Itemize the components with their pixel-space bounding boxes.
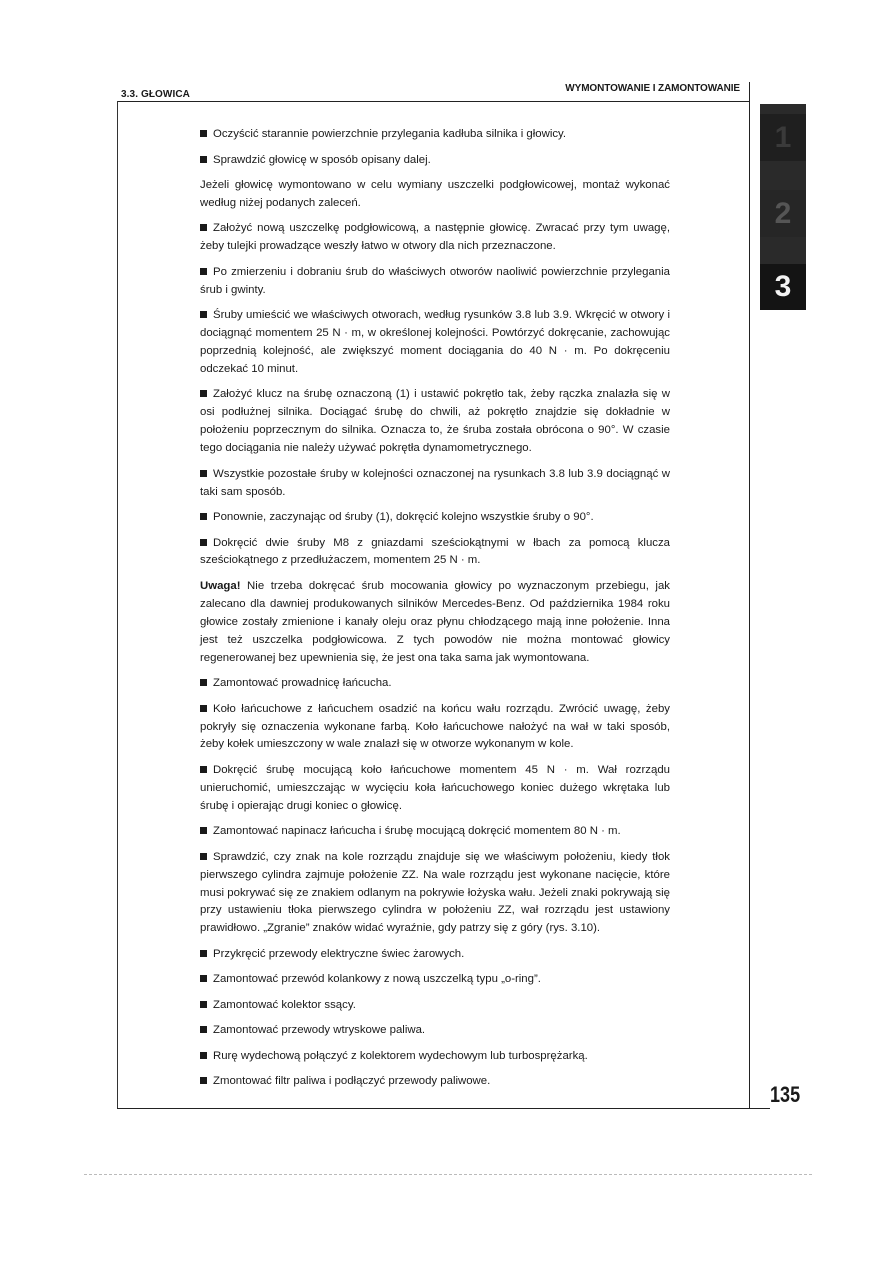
note-paragraph xyxy=(200,578,670,668)
section-header: 3.3. GŁOWICA xyxy=(121,89,190,100)
chapter-tab-1: 1 xyxy=(760,114,806,161)
instruction-paragraph: Sprawdzić głowicę w sposób opisany dalej. xyxy=(200,152,670,170)
instruction-paragraph: Założyć klucz na śrubę oznaczoną (1) i ustawić pokrętło tak, żeby rączka znalazła się w osi podłużnej silnika. Dociągać śrubę do chwili, aż pokrętło znajdzie się dokładnie w położeniu poprzecznym do silnika. Oznacza to, że śruba została obrócona o 90°. W czasie tego dociągania nie należy używać pokrętła dynamometrycznego. xyxy=(200,386,670,458)
instruction-paragraph: Zmontować filtr paliwa i podłączyć przewody paliwowe. xyxy=(200,1073,670,1091)
scan-edge-line xyxy=(84,1174,812,1175)
instruction-paragraph: Dokręcić śrubę mocującą koło łańcuchowe momentem 45 N · m. Wał rozrządu unieruchomić, umieszczając w wycięciu koła łańcuchowego koniec dużego wkrętaka lub śrubę i opierając drugi koniec o głowicę. xyxy=(200,762,670,816)
note-text: Nie trzeba dokręcać śrub mocowania głowicy po wyznaczonym przebiegu, jak zalecano dla dawniej produkowanych silników Mercedes-Benz. Od października 1984 roku głowice zostały zmienione i kanały oleju oraz płynu chłodzącego mają inne położenie. Inna jest też uszczelka podgłowicowa. Z tych powodów nie można montować głowicy regenerowanej bez upewnienia się, że jest ona taka sama jak wymontowana. xyxy=(200,579,670,664)
instruction-paragraph: Przykręcić przewody elektryczne świec żarowych. xyxy=(200,946,670,964)
instruction-paragraph: Zamontować napinacz łańcucha i śrubę mocującą dokręcić momentem 80 N · m. xyxy=(200,823,670,841)
chapter-tab-2: 2 xyxy=(760,190,806,237)
instruction-paragraph: Sprawdzić, czy znak na kole rozrządu znajduje się we właściwym położeniu, kiedy tłok pierwszego cylindra zajmuje położenie ZZ. Na wale rozrządu jest wykonane nacięcie, które musi pokrywać się ze znakiem odlanym na pokrywie łożyska wału. Jeżeli znaki pokrywają się przy ustawieniu tłoka pierwszego cylindra w położeniu ZZ, wał rozrządu jest ustawiony prawidłowo. „Zgranie” znaków widać wyraźnie, gdy patrzy się z góry (rys. 3.10). xyxy=(200,849,670,939)
instruction-paragraph: Zamontować przewód kolankowy z nową uszczelką typu „o-ring”. xyxy=(200,971,670,989)
footer-rule xyxy=(117,1108,770,1109)
left-margin-rule xyxy=(117,101,118,1108)
instruction-paragraph: Wszystkie pozostałe śruby w kolejności oznaczonej na rysunkach 3.8 lub 3.9 dociągnąć w taki sam sposób. xyxy=(200,466,670,502)
instruction-paragraph: Założyć nową uszczelkę podgłowicową, a następnie głowicę. Zwracać przy tym uwagę, żeby tulejki prowadzące weszły łatwo w otwory dla nich przeznaczone. xyxy=(200,220,670,256)
page-number: 135 xyxy=(770,1082,801,1107)
right-margin-rule xyxy=(749,82,750,1108)
instruction-paragraph: Zamontować kolektor ssący. xyxy=(200,997,670,1015)
instruction-paragraph: Zamontować prowadnicę łańcucha. xyxy=(200,675,670,693)
chapter-header: WYMONTOWANIE I ZAMONTOWANIE xyxy=(565,83,740,94)
thumb-index-strip xyxy=(760,237,806,264)
instruction-paragraph: Zamontować przewody wtryskowe paliwa. xyxy=(200,1022,670,1040)
plain-paragraph: Jeżeli głowicę wymontowano w celu wymiany uszczelki podgłowicowej, montaż wykonać według niżej podanych zaleceń. xyxy=(200,179,670,209)
instruction-paragraph: Koło łańcuchowe z łańcuchem osadzić na końcu wału rozrządu. Zwrócić uwagę, żeby pokryły się oznaczenia wykonane farbą. Koło łańcuchowe nałożyć na wał w taki sposób, żeby kołek umieszczony w wale znalazł się w otworze wykonanym w kole. xyxy=(200,701,670,755)
instruction-paragraph: Po zmierzeniu i dobraniu śrub do właściwych otworów naoliwić powierzchnie przylegania śrub i gwinty. xyxy=(200,264,670,300)
instruction-paragraph: Dokręcić dwie śruby M8 z gniazdami sześciokątnymi w łbach za pomocą klucza sześciokątnego z przedłużaczem, momentem 25 N · m. xyxy=(200,535,670,571)
instruction-paragraph: Oczyścić starannie powierzchnie przylegania kadłuba silnika i głowicy. xyxy=(200,126,670,144)
instruction-paragraph: Ponownie, zaczynając od śruby (1), dokręcić kolejno wszystkie śruby o 90°. xyxy=(200,509,670,527)
body-text xyxy=(200,126,670,1099)
thumb-index-strip xyxy=(760,104,806,114)
instruction-paragraph: Rurę wydechową połączyć z kolektorem wydechowym lub turbosprężarką. xyxy=(200,1048,670,1066)
instruction-paragraph: Śruby umieścić we właściwych otworach, według rysunków 3.8 lub 3.9. Wkręcić w otwory i dociągnąć momentem 25 N · m, w określonej kolejności. Powtórzyć dokręcanie, zachowując poprzednią kolejność, ale zwiększyć moment dociągania do 40 N · m. Po dokręceniu odczekać 10 minut. xyxy=(200,307,670,379)
header-rule xyxy=(117,101,749,102)
chapter-tab-3-active: 3 xyxy=(760,264,806,310)
thumb-index-strip xyxy=(760,161,806,190)
note-label: Uwaga! xyxy=(200,579,241,592)
